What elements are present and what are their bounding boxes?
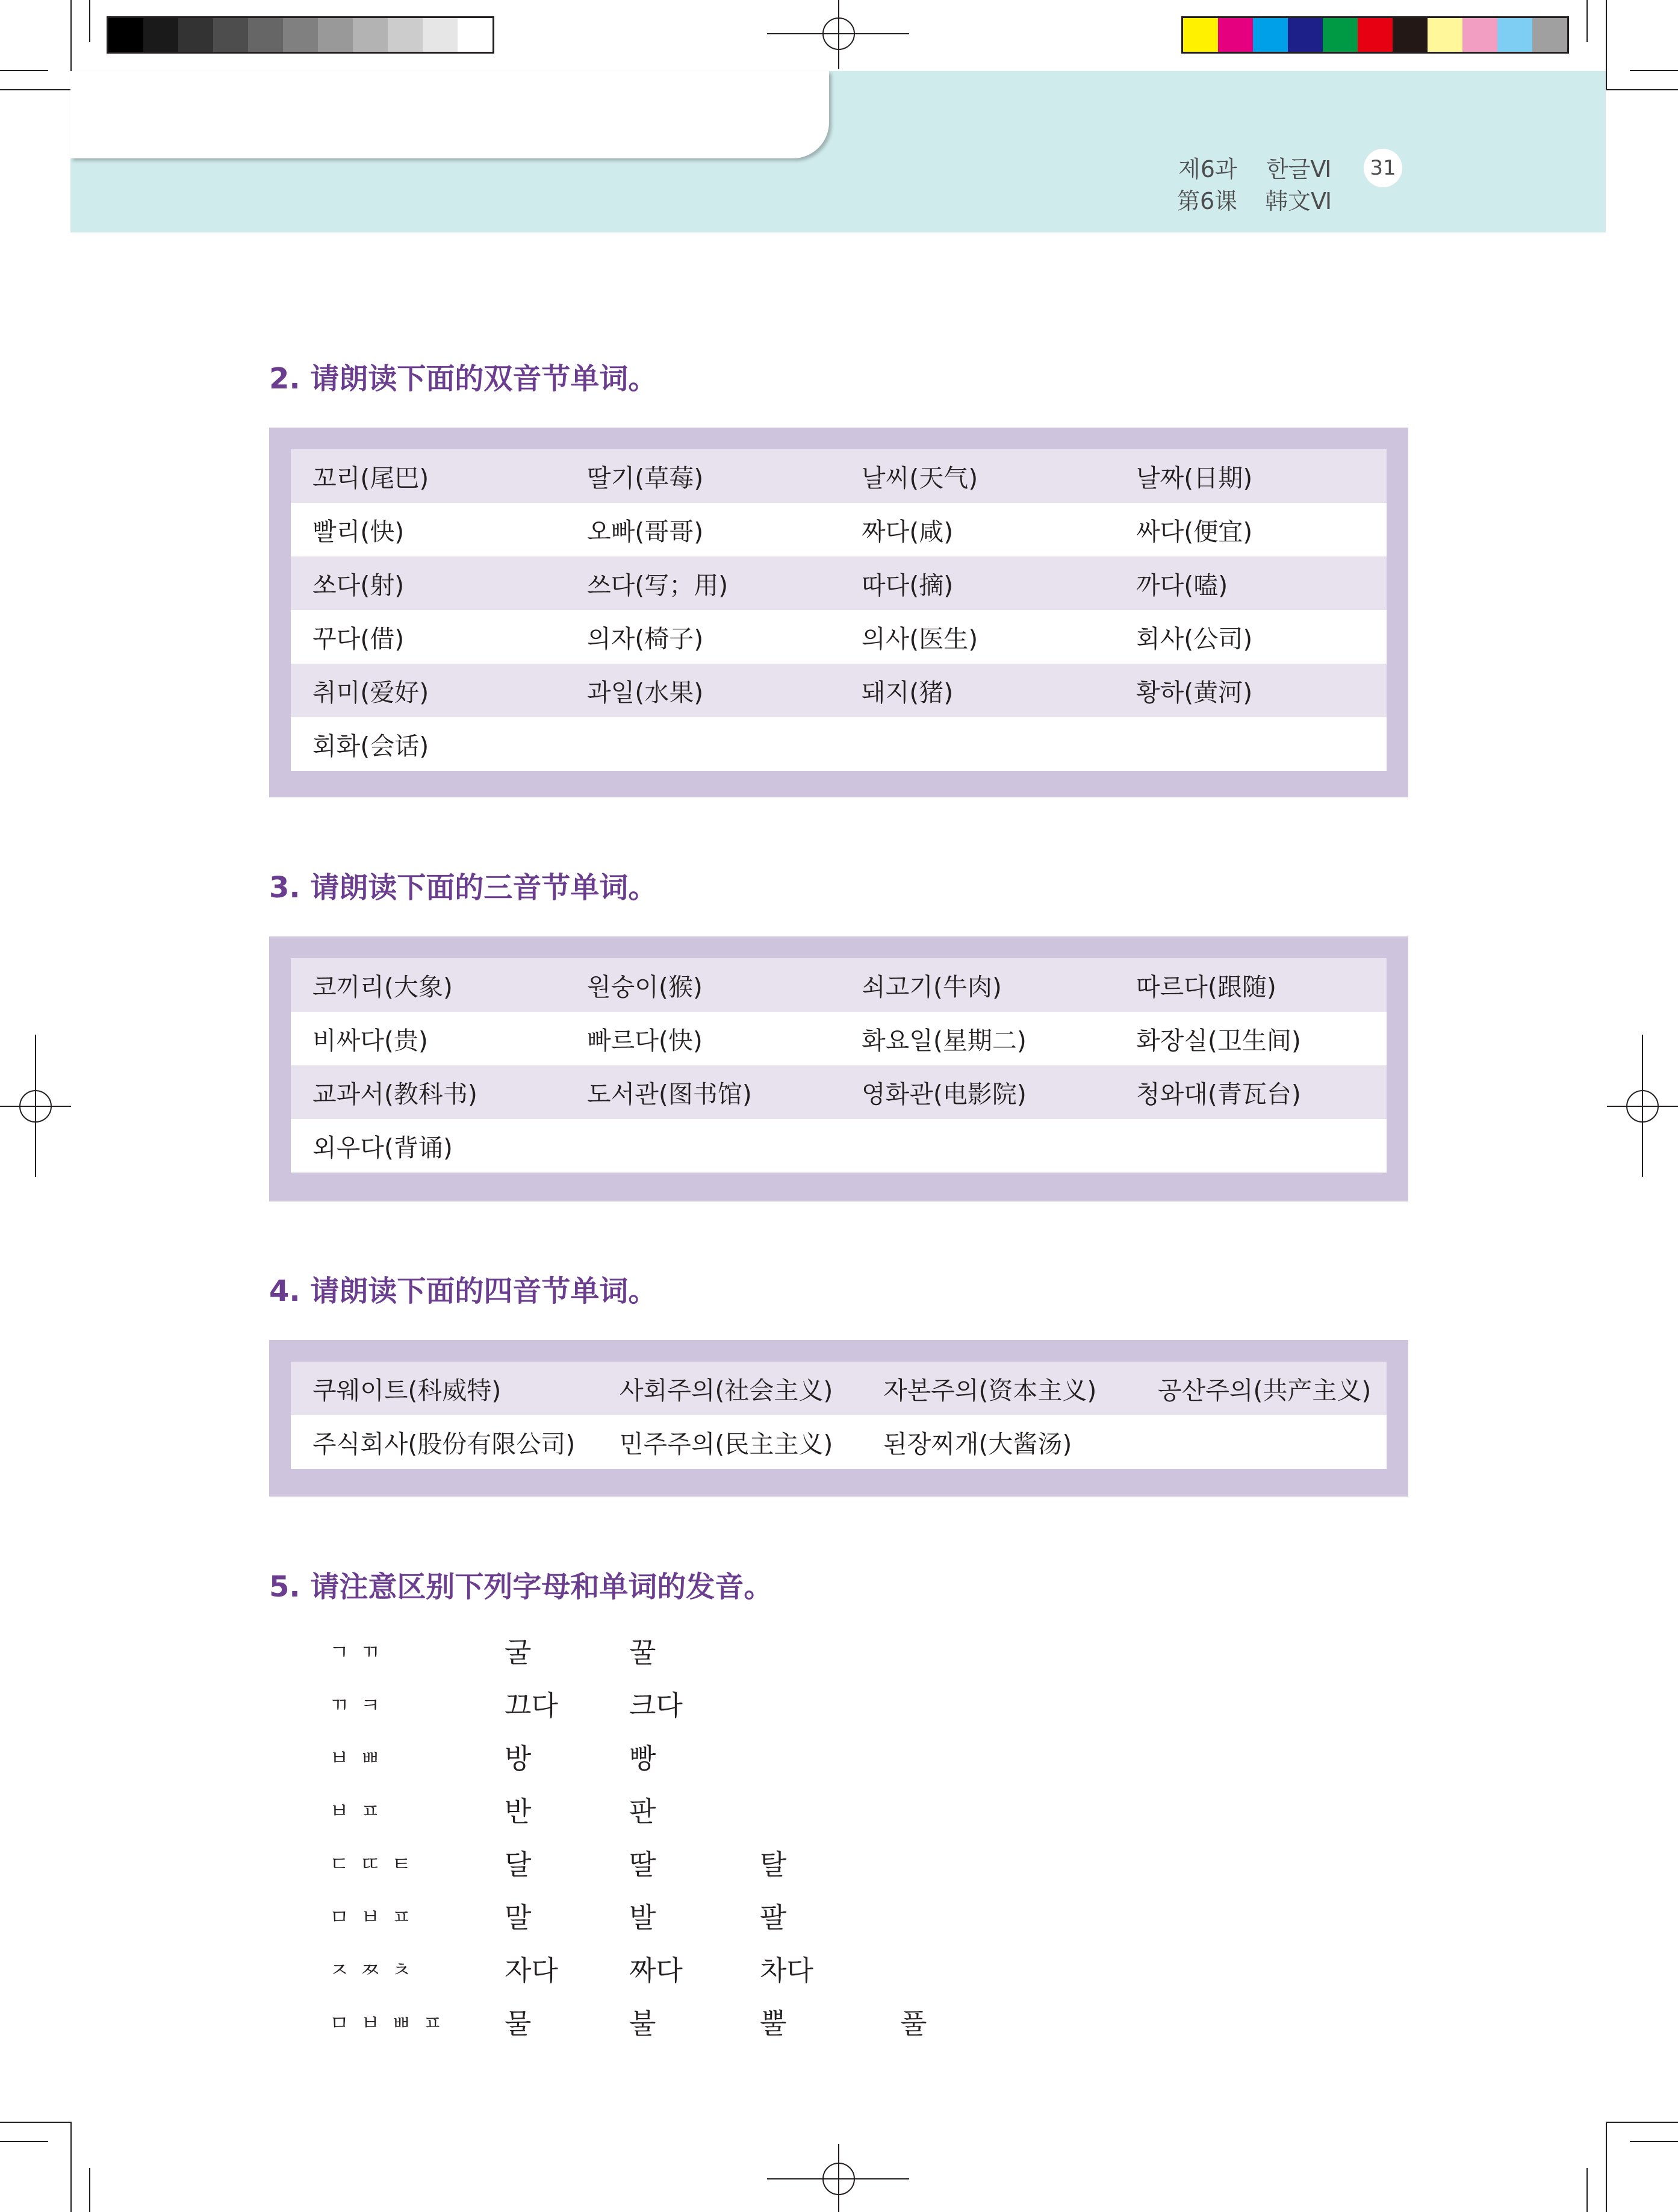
practice-word: 크다 — [629, 1689, 683, 1722]
word-cell: 싸다(便宜) — [1136, 517, 1253, 546]
word-row — [291, 1065, 1387, 1119]
practice-word: 꿀 — [629, 1636, 656, 1669]
practice-word: 딸 — [629, 1848, 656, 1881]
word-cell: 쿠웨이트(科威特) — [312, 1376, 502, 1405]
practice-word: 굴 — [505, 1636, 532, 1669]
word-cell: 딸기(草莓) — [587, 464, 704, 493]
word-cell: 따르다(跟随) — [1136, 973, 1276, 1002]
section-3-word-box — [269, 936, 1408, 1201]
word-cell: 원숭이(猴) — [587, 973, 703, 1002]
practice-word: 팔 — [760, 1901, 787, 1934]
word-cell: 돼지(猪) — [862, 678, 954, 707]
color-swatch — [1428, 18, 1462, 52]
word-row — [291, 664, 1387, 717]
word-row — [291, 503, 1387, 556]
practice-word: 빵 — [629, 1742, 656, 1775]
section-3-title: 3. 请朗读下面的三音节单词。 — [269, 871, 657, 905]
color-swatch — [458, 18, 493, 52]
practice-word: 발 — [629, 1901, 656, 1934]
word-cell: 쇠고기(牛肉) — [862, 973, 1002, 1002]
word-cell: 비싸다(贵) — [312, 1026, 428, 1055]
word-cell: 취미(爱好) — [312, 678, 429, 707]
practice-word: 물 — [505, 2007, 532, 2040]
practice-word: 반 — [505, 1795, 532, 1828]
color-swatch — [1183, 18, 1218, 52]
word-row — [291, 610, 1387, 664]
section-2-title: 2. 请朗读下面的双音节单词。 — [269, 362, 657, 396]
practice-word: 차다 — [760, 1954, 813, 1987]
word-row — [291, 1012, 1387, 1065]
color-swatch — [283, 18, 318, 52]
word-cell: 화장실(卫生间) — [1136, 1026, 1301, 1055]
word-cell: 꾸다(借) — [312, 625, 405, 653]
practice-word: 뿔 — [760, 2007, 787, 2040]
color-swatch — [423, 18, 458, 52]
word-cell: 빠르다(快) — [587, 1026, 703, 1055]
grayscale-bar — [107, 16, 494, 54]
word-cell: 과일(水果) — [587, 678, 704, 707]
word-cell: 짜다(咸) — [862, 517, 954, 546]
word-cell: 코끼리(大象) — [312, 973, 453, 1002]
practice-word: 풀 — [900, 2007, 927, 2040]
practice-word: 짜다 — [629, 1954, 683, 1987]
word-cell: 민주주의(民主主义) — [620, 1430, 833, 1459]
word-cell: 날짜(日期) — [1136, 464, 1253, 493]
word-cell: 쏘다(射) — [312, 571, 405, 600]
jamo-group: ㅂ ㅃ — [329, 1746, 383, 1771]
color-swatch — [1323, 18, 1358, 52]
color-swatch — [178, 18, 213, 52]
word-cell: 의자(椅子) — [587, 625, 704, 653]
word-cell: 날씨(天气) — [862, 464, 978, 493]
pronunciation-row — [0, 1834, 1084, 1887]
word-cell: 자본주의(资本主义) — [883, 1376, 1097, 1405]
word-cell: 의사(医生) — [862, 625, 978, 653]
color-swatch — [388, 18, 423, 52]
word-cell: 오빠(哥哥) — [587, 517, 704, 546]
word-cell: 황하(黄河) — [1136, 678, 1253, 707]
pronunciation-row — [0, 1940, 1084, 1993]
pronunciation-row — [0, 1675, 1084, 1728]
lesson-number-zh: 第6课 — [1177, 188, 1238, 214]
practice-word: 탈 — [760, 1848, 787, 1881]
word-cell: 청와대(青瓦台) — [1136, 1080, 1301, 1109]
pronunciation-row — [0, 1993, 1084, 2046]
section-4-word-table — [291, 1362, 1387, 1469]
word-cell: 꼬리(尾巴) — [312, 464, 429, 493]
section-4-word-box — [269, 1340, 1408, 1497]
lesson-title-zh: 韩文Ⅵ — [1265, 188, 1332, 214]
lesson-number-ko: 제6과 — [1178, 156, 1237, 182]
section-5-title: 5. 请注意区别下列字母和单词的发音。 — [269, 1570, 773, 1604]
jamo-group: ㄷ ㄸ ㅌ — [329, 1852, 414, 1877]
practice-word: 달 — [505, 1848, 532, 1881]
jamo-group: ㅂ ㅍ — [329, 1799, 383, 1824]
practice-word: 불 — [629, 2007, 656, 2040]
color-swatch — [1288, 18, 1323, 52]
practice-word: 방 — [505, 1742, 532, 1775]
word-cell: 사회주의(社会主义) — [620, 1376, 833, 1405]
word-row — [291, 1362, 1387, 1415]
word-row — [291, 958, 1387, 1012]
pronunciation-row — [0, 1887, 1084, 1940]
pronunciation-row — [0, 1781, 1084, 1834]
color-swatch — [143, 18, 178, 52]
word-cell: 따다(摘) — [862, 571, 954, 600]
color-swatch — [1253, 18, 1288, 52]
word-cell: 주식회사(股份有限公司) — [312, 1430, 576, 1459]
word-cell: 회화(会话) — [312, 732, 429, 761]
jamo-group: ㅁ ㅂ ㅍ — [329, 1905, 414, 1930]
color-swatch — [1218, 18, 1253, 52]
pronunciation-row — [0, 1622, 1084, 1675]
word-row — [291, 1119, 1387, 1173]
word-cell: 교과서(教科书) — [312, 1080, 477, 1109]
color-swatch — [318, 18, 353, 52]
jamo-group: ㅈ ㅉ ㅊ — [329, 1958, 414, 1983]
word-cell: 영화관(电影院) — [862, 1080, 1027, 1109]
section-4-title: 4. 请朗读下面的四音节单词。 — [269, 1274, 657, 1308]
lesson-title-ko: 한글Ⅵ — [1266, 156, 1332, 182]
jamo-group: ㅁ ㅂ ㅃ ㅍ — [329, 2011, 445, 2036]
word-row — [291, 556, 1387, 610]
color-swatch — [353, 18, 388, 52]
word-cell: 회사(公司) — [1136, 625, 1253, 653]
color-swatch — [213, 18, 248, 52]
word-row — [291, 717, 1387, 771]
page-number: 31 — [1364, 149, 1402, 187]
word-cell: 까다(嗑) — [1136, 571, 1228, 600]
word-cell: 화요일(星期二) — [862, 1026, 1027, 1055]
word-row — [291, 1415, 1387, 1469]
jamo-group: ㄲ ㅋ — [329, 1693, 383, 1718]
word-cell: 빨리(快) — [312, 517, 405, 546]
practice-word: 판 — [629, 1795, 656, 1828]
word-cell: 쓰다(写；用) — [587, 571, 729, 600]
jamo-group: ㄱ ㄲ — [329, 1640, 383, 1665]
header-tab-shape — [70, 71, 829, 158]
color-swatch — [1393, 18, 1428, 52]
color-bar — [1181, 16, 1569, 54]
color-swatch — [1497, 18, 1532, 52]
practice-word: 자다 — [505, 1954, 558, 1987]
section-2-word-table — [291, 449, 1387, 771]
practice-word: 끄다 — [505, 1689, 558, 1722]
word-cell: 공산주의(共产主义) — [1158, 1376, 1372, 1405]
section-5-pronunciation-list — [0, 1622, 1678, 2056]
word-cell: 된장찌개(大酱汤) — [883, 1430, 1072, 1459]
section-3-word-table — [291, 958, 1387, 1173]
color-swatch — [1358, 18, 1393, 52]
section-2-word-box — [269, 428, 1408, 797]
practice-word: 말 — [505, 1901, 532, 1934]
word-cell: 도서관(图书馆) — [587, 1080, 752, 1109]
color-swatch — [248, 18, 283, 52]
word-row — [291, 449, 1387, 503]
color-swatch — [1462, 18, 1497, 52]
color-swatch — [108, 18, 143, 52]
pronunciation-row — [0, 1728, 1084, 1781]
word-cell: 외우다(背诵) — [312, 1133, 453, 1162]
color-swatch — [1532, 18, 1567, 52]
